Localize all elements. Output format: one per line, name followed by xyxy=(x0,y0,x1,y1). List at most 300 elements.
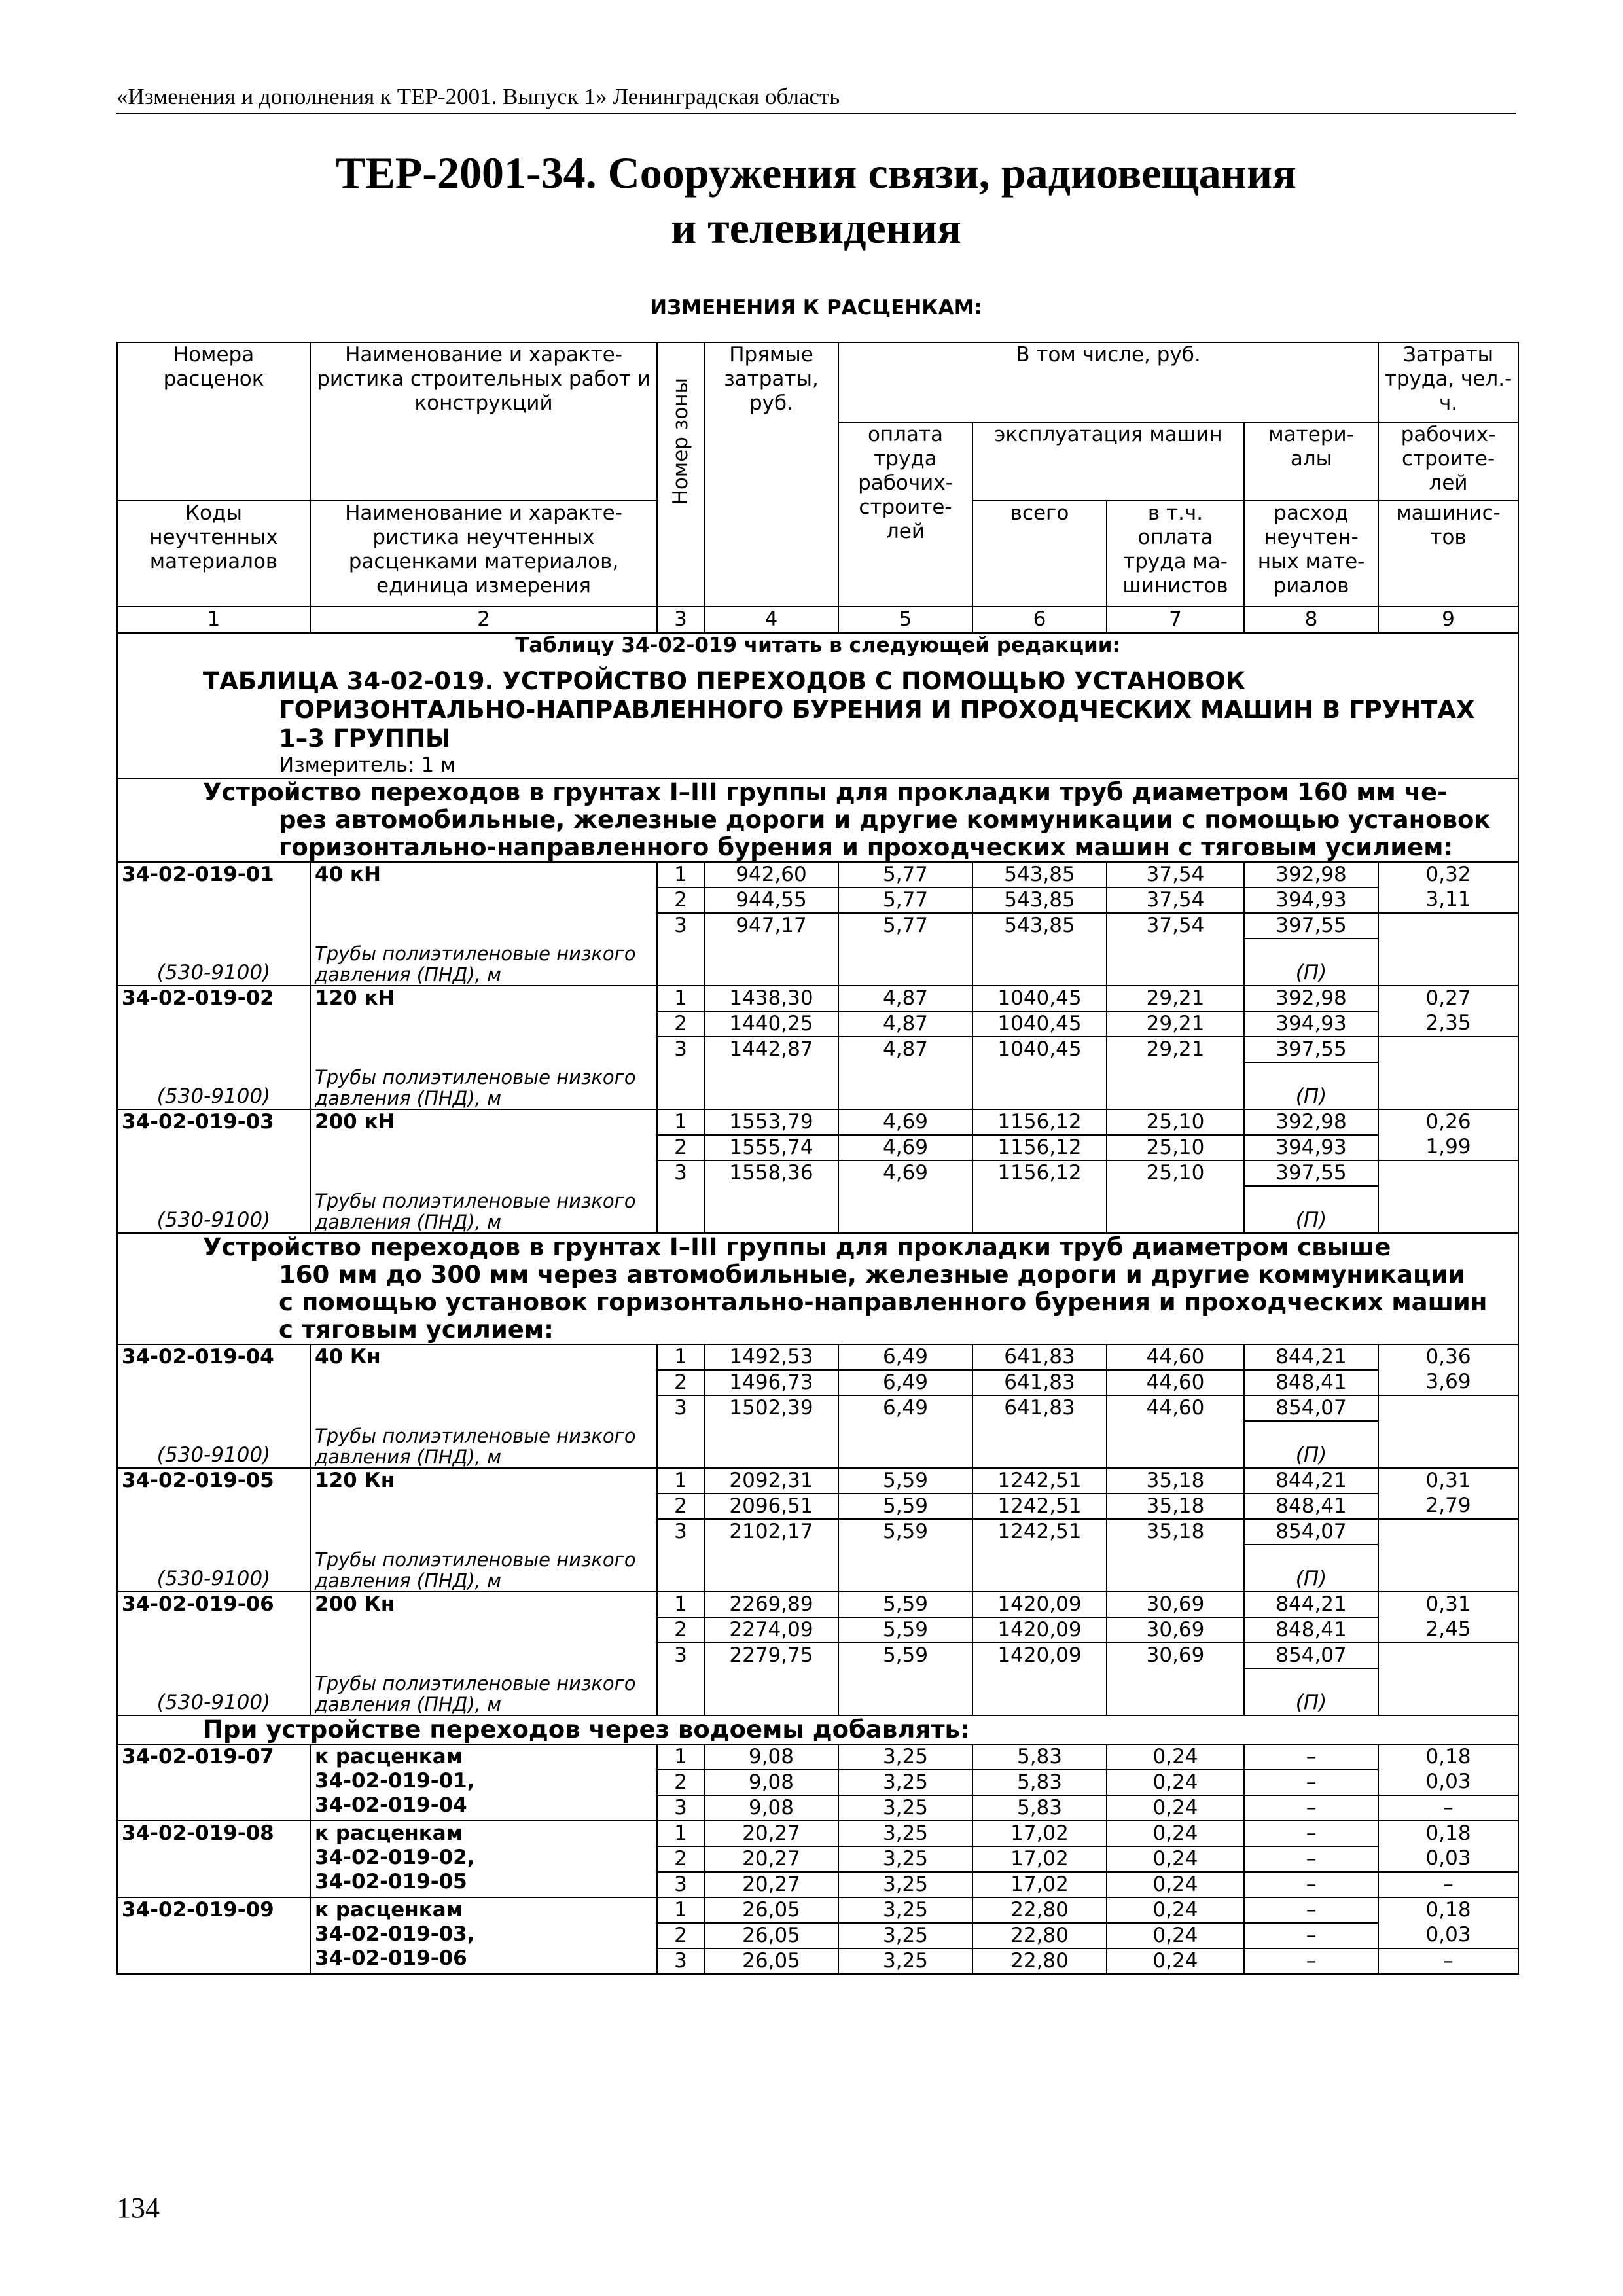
labor-workers: 0,31 xyxy=(1378,1592,1518,1617)
empty-cell xyxy=(1378,1421,1518,1468)
rate-value: 1553,79 xyxy=(704,1109,838,1135)
rate-value: 641,83 xyxy=(972,1370,1107,1395)
group-heading-line: с помощью установок горизонтально-направленного бурения и проходческих машин xyxy=(279,1288,1488,1316)
header-oplata: оплата труда рабочих-строите-лей xyxy=(838,422,972,607)
material-code: (530-9100) xyxy=(117,1160,310,1233)
header-kody: Коды неучтенных материалов xyxy=(117,501,310,607)
header-vsego: всего xyxy=(972,501,1107,607)
rate-value: 2 xyxy=(657,1770,704,1795)
rate-value: 2102,17 xyxy=(704,1519,838,1545)
rate-value: 3 xyxy=(657,1643,704,1668)
col-num: 2 xyxy=(310,607,657,633)
intro-note: Таблицу 34-02-019 читать в следующей редакции: xyxy=(515,634,1120,657)
material-flag: (П) xyxy=(1244,1668,1378,1715)
group-heading-row xyxy=(117,778,1518,862)
rate-name-line: к расценкам xyxy=(315,1821,463,1845)
rate-name: 40 Кн xyxy=(310,1344,657,1370)
group-heading-line: При устройстве переходов через водоемы добавлять: xyxy=(203,1715,970,1744)
rate-name: 200 кН xyxy=(310,1109,657,1135)
rate-code: 34-02-019-09 xyxy=(117,1897,310,1974)
material-value: – xyxy=(1244,1821,1378,1846)
empty-cell xyxy=(1378,1037,1518,1062)
empty-cell xyxy=(704,1186,838,1233)
labor-machinists: 3,69 xyxy=(1378,1370,1518,1395)
rate-value: 0,24 xyxy=(1107,1897,1244,1923)
rate-value: 1502,39 xyxy=(704,1395,838,1421)
intro-row xyxy=(117,633,1518,778)
rate-value: 22,80 xyxy=(972,1948,1107,1974)
rate-value: 1 xyxy=(657,1344,704,1370)
empty-cell xyxy=(972,1421,1107,1468)
rate-value: 26,05 xyxy=(704,1923,838,1948)
rate-value: 1438,30 xyxy=(704,986,838,1011)
rate-value: 392,98 xyxy=(1244,1109,1378,1135)
running-head: «Изменения и дополнения к ТЕР-2001. Выпуск 1» Ленинградская область xyxy=(116,84,1516,114)
rate-name-line: к расценкам xyxy=(315,1745,463,1768)
rate-name xyxy=(310,1897,657,1974)
rate-value: 844,21 xyxy=(1244,1468,1378,1494)
rate-value: 3,25 xyxy=(838,1744,972,1770)
header-zone-text: Номер зоны xyxy=(668,377,692,505)
rate-row xyxy=(117,1037,1518,1062)
labor-machinists: 3,11 xyxy=(1378,888,1518,913)
empty-cell xyxy=(1378,1186,1518,1233)
empty-cell xyxy=(838,1421,972,1468)
rate-value: 0,24 xyxy=(1107,1770,1244,1795)
empty-cell xyxy=(657,939,704,986)
rate-value: 1156,12 xyxy=(972,1135,1107,1160)
rate-value: 3 xyxy=(657,1948,704,1974)
material-code: (530-9100) xyxy=(117,913,310,986)
rate-value: 641,83 xyxy=(972,1344,1107,1370)
empty-cell xyxy=(1378,1668,1518,1715)
rate-value: 17,02 xyxy=(972,1872,1107,1897)
empty-cell xyxy=(1378,1545,1518,1592)
rate-value: 4,69 xyxy=(838,1109,972,1135)
rate-row xyxy=(117,1519,1518,1545)
rate-value: 3 xyxy=(657,1160,704,1186)
empty-cell xyxy=(972,1062,1107,1109)
rate-value: 3 xyxy=(657,1872,704,1897)
material-name: Трубы полиэтиленовые низкого давления (ПНД), м xyxy=(310,1395,657,1468)
group-heading-row xyxy=(117,1233,1518,1344)
rate-name: 200 Кн xyxy=(310,1592,657,1617)
rate-name-line: 34-02-019-06 xyxy=(315,1946,467,1970)
material-code: (530-9100) xyxy=(117,1519,310,1592)
material-flag: (П) xyxy=(1244,1421,1378,1468)
rate-value: 1040,45 xyxy=(972,1011,1107,1037)
empty-cell xyxy=(117,888,310,913)
section-subtitle: ИЗМЕНЕНИЯ К РАСЦЕНКАМ: xyxy=(650,296,982,319)
rate-value: 4,87 xyxy=(838,1011,972,1037)
page-number: 134 xyxy=(116,2192,160,2224)
material-flag: (П) xyxy=(1244,1545,1378,1592)
empty-cell xyxy=(704,1062,838,1109)
rate-value: 1 xyxy=(657,1109,704,1135)
header-pryamye: Прямые затраты, руб. xyxy=(704,342,838,607)
material-value: – xyxy=(1244,1770,1378,1795)
rate-value: 543,85 xyxy=(972,913,1107,939)
rate-value: 2 xyxy=(657,888,704,913)
rate-value: 641,83 xyxy=(972,1395,1107,1421)
rate-value: 35,18 xyxy=(1107,1494,1244,1519)
rate-value: 35,18 xyxy=(1107,1519,1244,1545)
rate-value: 5,83 xyxy=(972,1795,1107,1821)
rate-value: 37,54 xyxy=(1107,862,1244,888)
add-rate-row xyxy=(117,1744,1518,1770)
rate-row xyxy=(117,1370,1518,1395)
rate-row xyxy=(117,1011,1518,1037)
col-num: 9 xyxy=(1378,607,1518,633)
table-title-line: ГОРИЗОНТАЛЬНО-НАПРАВЛЕННОГО БУРЕНИЯ И ПРОХОДЧЕСКИХ МАШИН В ГРУНТАХ xyxy=(279,696,1475,724)
empty-cell xyxy=(310,1135,657,1160)
rate-value: 25,10 xyxy=(1107,1109,1244,1135)
labor-workers: 0,32 xyxy=(1378,862,1518,888)
rate-value: 394,93 xyxy=(1244,888,1378,913)
rate-value: 2096,51 xyxy=(704,1494,838,1519)
rate-value: 394,93 xyxy=(1244,1135,1378,1160)
rate-value: 2 xyxy=(657,1135,704,1160)
rate-value: 1420,09 xyxy=(972,1643,1107,1668)
rate-value: 5,77 xyxy=(838,888,972,913)
rate-name-line: 34-02-019-04 xyxy=(315,1793,467,1817)
rate-value: 1420,09 xyxy=(972,1592,1107,1617)
rate-name: 120 Кн xyxy=(310,1468,657,1494)
labor-workers: 0,26 xyxy=(1378,1109,1518,1135)
empty-cell xyxy=(704,939,838,986)
material-value: – xyxy=(1244,1846,1378,1872)
rate-code: 34-02-019-08 xyxy=(117,1821,310,1897)
empty-cell xyxy=(704,1545,838,1592)
rate-row xyxy=(117,1160,1518,1186)
rate-row xyxy=(117,986,1518,1011)
rate-value: 392,98 xyxy=(1244,986,1378,1011)
rate-value: 3,25 xyxy=(838,1795,972,1821)
rate-value: 3,25 xyxy=(838,1872,972,1897)
rate-value: 0,24 xyxy=(1107,1795,1244,1821)
rate-value: 4,87 xyxy=(838,1037,972,1062)
rate-value: 1156,12 xyxy=(972,1109,1107,1135)
rate-row xyxy=(117,862,1518,888)
rate-row xyxy=(117,1643,1518,1668)
rate-value: 3 xyxy=(657,1795,704,1821)
rate-value: 1040,45 xyxy=(972,1037,1107,1062)
rate-row xyxy=(117,1344,1518,1370)
rate-value: 1442,87 xyxy=(704,1037,838,1062)
rate-value: 1242,51 xyxy=(972,1519,1107,1545)
empty-cell xyxy=(1107,939,1244,986)
empty-cell xyxy=(838,1062,972,1109)
page-title xyxy=(116,145,1516,255)
material-value: – xyxy=(1244,1795,1378,1821)
rate-value: 947,17 xyxy=(704,913,838,939)
rate-value: 392,98 xyxy=(1244,862,1378,888)
col-num: 1 xyxy=(117,607,310,633)
header-nomera: Номера расценок xyxy=(117,342,310,501)
rate-code: 34-02-019-04 xyxy=(117,1344,310,1370)
header-naimen: Наименование и характе-ристика строительных работ и конструкций xyxy=(310,342,657,501)
rate-value: 848,41 xyxy=(1244,1370,1378,1395)
rate-value: 3 xyxy=(657,1519,704,1545)
rate-value: 848,41 xyxy=(1244,1494,1378,1519)
empty-cell xyxy=(972,1186,1107,1233)
rate-value: 29,21 xyxy=(1107,1037,1244,1062)
rate-value: 1242,51 xyxy=(972,1494,1107,1519)
rate-row xyxy=(117,888,1518,913)
header-zone xyxy=(657,342,704,607)
rate-value: 5,59 xyxy=(838,1592,972,1617)
rate-value: 3,25 xyxy=(838,1846,972,1872)
labor-dash: – xyxy=(1378,1795,1518,1821)
empty-cell xyxy=(838,1545,972,1592)
rate-value: 17,02 xyxy=(972,1821,1107,1846)
rate-value: 5,59 xyxy=(838,1468,972,1494)
labor-machinists: 2,45 xyxy=(1378,1617,1518,1643)
rate-value: 397,55 xyxy=(1244,913,1378,939)
rate-value: 5,59 xyxy=(838,1494,972,1519)
empty-cell xyxy=(1378,913,1518,939)
group-heading xyxy=(117,1233,1518,1344)
group-heading-line: с тяговым усилием: xyxy=(279,1316,554,1344)
rate-value: 22,80 xyxy=(972,1923,1107,1948)
rate-value: 6,49 xyxy=(838,1344,972,1370)
empty-cell xyxy=(310,1617,657,1643)
material-code: (530-9100) xyxy=(117,1395,310,1468)
rate-value: 6,49 xyxy=(838,1370,972,1395)
group-heading-line: рез автомобильные, железные дороги и другие коммуникации с помощью установок xyxy=(279,806,1491,834)
title-line-2: и телевидения xyxy=(671,203,961,253)
group-heading-line: горизонтально-направленного бурения и проходческих машин с тяговым усилием: xyxy=(279,833,1454,861)
material-value: – xyxy=(1244,1923,1378,1948)
rate-value: 44,60 xyxy=(1107,1395,1244,1421)
col-num: 7 xyxy=(1107,607,1244,633)
empty-cell xyxy=(117,1370,310,1395)
header-zatraty: Затраты труда, чел.-ч. xyxy=(1378,342,1518,422)
group-heading xyxy=(117,778,1518,862)
group-heading-line: Устройство переходов в грунтах I–III группы для прокладки труб диаметром 160 мм че- xyxy=(203,778,1448,806)
rate-row xyxy=(117,1109,1518,1135)
rate-value: 2 xyxy=(657,1011,704,1037)
material-name: Трубы полиэтиленовые низкого давления (ПНД), м xyxy=(310,1519,657,1592)
rate-value: 1420,09 xyxy=(972,1617,1107,1643)
rate-value: 2 xyxy=(657,1370,704,1395)
empty-cell xyxy=(972,939,1107,986)
rate-value: 1 xyxy=(657,1821,704,1846)
title-line-1: ТЕР-2001-34. Сооружения связи, радиовещания xyxy=(336,148,1296,198)
rate-value: 20,27 xyxy=(704,1846,838,1872)
empty-cell xyxy=(1107,1186,1244,1233)
rate-value: 29,21 xyxy=(1107,1011,1244,1037)
labor-dash: – xyxy=(1378,1872,1518,1897)
rate-value: 44,60 xyxy=(1107,1370,1244,1395)
col-num: 4 xyxy=(704,607,838,633)
labor-machinists: 2,35 xyxy=(1378,1011,1518,1037)
group-heading-line: Устройство переходов в грунтах I–III группы для прокладки труб диаметром свыше xyxy=(203,1233,1391,1261)
empty-cell xyxy=(117,1494,310,1519)
rate-value: 9,08 xyxy=(704,1795,838,1821)
empty-cell xyxy=(972,1545,1107,1592)
intro-cell xyxy=(117,633,1518,778)
rate-value: 3,25 xyxy=(838,1770,972,1795)
rate-value: 942,60 xyxy=(704,862,838,888)
add-rate-row xyxy=(117,1897,1518,1923)
rate-row xyxy=(117,1592,1518,1617)
rate-value: 2 xyxy=(657,1494,704,1519)
rate-value: 1 xyxy=(657,1592,704,1617)
rate-value: 1558,36 xyxy=(704,1160,838,1186)
header-v-tom: В том числе, руб. xyxy=(838,342,1378,422)
material-name: Трубы полиэтиленовые низкого давления (ПНД), м xyxy=(310,1037,657,1109)
header-rashod: расход неучтен-ных мате-риалов xyxy=(1244,501,1378,607)
material-flag: (П) xyxy=(1244,939,1378,986)
material-value: – xyxy=(1244,1872,1378,1897)
rate-name: 120 кН xyxy=(310,986,657,1011)
rate-value: 1040,45 xyxy=(972,986,1107,1011)
rate-value: 2274,09 xyxy=(704,1617,838,1643)
rate-value: 2269,89 xyxy=(704,1592,838,1617)
labor-workers: 0,18 xyxy=(1378,1897,1518,1923)
rate-value: 37,54 xyxy=(1107,888,1244,913)
empty-cell xyxy=(657,1062,704,1109)
rate-code: 34-02-019-02 xyxy=(117,986,310,1011)
rate-value: 2 xyxy=(657,1846,704,1872)
col-num: 3 xyxy=(657,607,704,633)
rate-value: 854,07 xyxy=(1244,1643,1378,1668)
rate-name xyxy=(310,1744,657,1821)
rate-value: 3 xyxy=(657,1037,704,1062)
rate-value: 5,83 xyxy=(972,1770,1107,1795)
rate-name-line: к расценкам xyxy=(315,1898,463,1922)
rate-value: 0,24 xyxy=(1107,1948,1244,1974)
empty-cell xyxy=(310,1011,657,1037)
rate-code: 34-02-019-01 xyxy=(117,862,310,888)
header-vtch: в т.ч. оплата труда ма-шинистов xyxy=(1107,501,1244,607)
col-num: 8 xyxy=(1244,607,1378,633)
rate-value: 26,05 xyxy=(704,1897,838,1923)
rate-value: 5,59 xyxy=(838,1643,972,1668)
rate-value: 1 xyxy=(657,1468,704,1494)
rate-value: 0,24 xyxy=(1107,1846,1244,1872)
empty-cell xyxy=(972,1668,1107,1715)
material-value: – xyxy=(1244,1897,1378,1923)
empty-cell xyxy=(1107,1421,1244,1468)
rate-value: 6,49 xyxy=(838,1395,972,1421)
empty-cell xyxy=(704,1421,838,1468)
rate-value: 29,21 xyxy=(1107,986,1244,1011)
rate-code: 34-02-019-07 xyxy=(117,1744,310,1821)
labor-workers: 0,31 xyxy=(1378,1468,1518,1494)
table-title-line: ТАБЛИЦА 34-02-019. УСТРОЙСТВО ПЕРЕХОДОВ С ПОМОЩЬЮ УСТАНОВОК xyxy=(203,667,1246,695)
empty-cell xyxy=(117,1135,310,1160)
rate-value: 25,10 xyxy=(1107,1160,1244,1186)
rate-value: 4,87 xyxy=(838,986,972,1011)
empty-cell xyxy=(1378,1519,1518,1545)
rate-value: 848,41 xyxy=(1244,1617,1378,1643)
rate-value: 0,24 xyxy=(1107,1744,1244,1770)
rate-value: 22,80 xyxy=(972,1897,1107,1923)
material-flag: (П) xyxy=(1244,1186,1378,1233)
rate-value: 854,07 xyxy=(1244,1519,1378,1545)
rate-value: 1242,51 xyxy=(972,1468,1107,1494)
rate-value: 2 xyxy=(657,1923,704,1948)
rate-value: 2279,75 xyxy=(704,1643,838,1668)
header-mashinist: машинис-тов xyxy=(1378,501,1518,607)
header-naimen2: Наименование и характе-ристика неучтенных расценками материалов, единица измерения xyxy=(310,501,657,607)
material-value: – xyxy=(1244,1744,1378,1770)
rate-value: 543,85 xyxy=(972,888,1107,913)
empty-cell xyxy=(838,1186,972,1233)
material-name: Трубы полиэтиленовые низкого давления (ПНД), м xyxy=(310,913,657,986)
rate-row xyxy=(117,913,1518,939)
empty-cell xyxy=(1378,1160,1518,1186)
rate-row xyxy=(117,1468,1518,1494)
rate-value: 397,55 xyxy=(1244,1037,1378,1062)
rate-value: 5,59 xyxy=(838,1519,972,1545)
labor-workers: 0,18 xyxy=(1378,1821,1518,1846)
rate-value: 3,25 xyxy=(838,1948,972,1974)
rate-code: 34-02-019-06 xyxy=(117,1592,310,1617)
rate-value: 543,85 xyxy=(972,862,1107,888)
empty-cell xyxy=(1378,1643,1518,1668)
empty-cell xyxy=(657,1421,704,1468)
rate-value: 3 xyxy=(657,1395,704,1421)
group-heading-line: 160 мм до 300 мм через автомобильные, железные дороги и другие коммуникации xyxy=(279,1261,1465,1289)
empty-cell xyxy=(1378,939,1518,986)
labor-machinists: 1,99 xyxy=(1378,1135,1518,1160)
header-rabochih: рабочих-строите-лей xyxy=(1378,422,1518,501)
rate-value: 2 xyxy=(657,1617,704,1643)
rate-value: 5,77 xyxy=(838,862,972,888)
material-value: – xyxy=(1244,1948,1378,1974)
empty-cell xyxy=(310,1494,657,1519)
table-title xyxy=(122,667,1514,753)
rate-value: 44,60 xyxy=(1107,1344,1244,1370)
rate-value: 35,18 xyxy=(1107,1468,1244,1494)
empty-cell xyxy=(1107,1668,1244,1715)
rate-name-line: 34-02-019-01, xyxy=(315,1769,475,1793)
labor-machinists: 0,03 xyxy=(1378,1846,1518,1872)
table-title-line: 1–3 ГРУППЫ xyxy=(279,725,451,753)
rate-value: 25,10 xyxy=(1107,1135,1244,1160)
col-num: 6 xyxy=(972,607,1107,633)
empty-cell xyxy=(657,1545,704,1592)
group-heading xyxy=(117,1715,1518,1744)
labor-machinists: 0,03 xyxy=(1378,1770,1518,1795)
empty-cell xyxy=(1378,1062,1518,1109)
labor-workers: 0,36 xyxy=(1378,1344,1518,1370)
empty-cell xyxy=(704,1668,838,1715)
column-numbers-row xyxy=(117,607,1518,633)
material-code: (530-9100) xyxy=(117,1037,310,1109)
material-code: (530-9100) xyxy=(117,1643,310,1715)
rate-value: 1555,74 xyxy=(704,1135,838,1160)
rate-value: 1156,12 xyxy=(972,1160,1107,1186)
rate-value: 3 xyxy=(657,913,704,939)
rate-value: 397,55 xyxy=(1244,1160,1378,1186)
header-row-1 xyxy=(117,342,1518,422)
empty-cell xyxy=(310,1370,657,1395)
empty-cell xyxy=(838,939,972,986)
rate-value: 844,21 xyxy=(1244,1344,1378,1370)
empty-cell xyxy=(310,888,657,913)
header-materialy: матери-алы xyxy=(1244,422,1378,501)
rate-value: 944,55 xyxy=(704,888,838,913)
measure-unit: Измеритель: 1 м xyxy=(279,753,456,777)
col-num: 5 xyxy=(838,607,972,633)
rate-value: 394,93 xyxy=(1244,1011,1378,1037)
empty-cell xyxy=(117,1011,310,1037)
rate-value: 1 xyxy=(657,986,704,1011)
